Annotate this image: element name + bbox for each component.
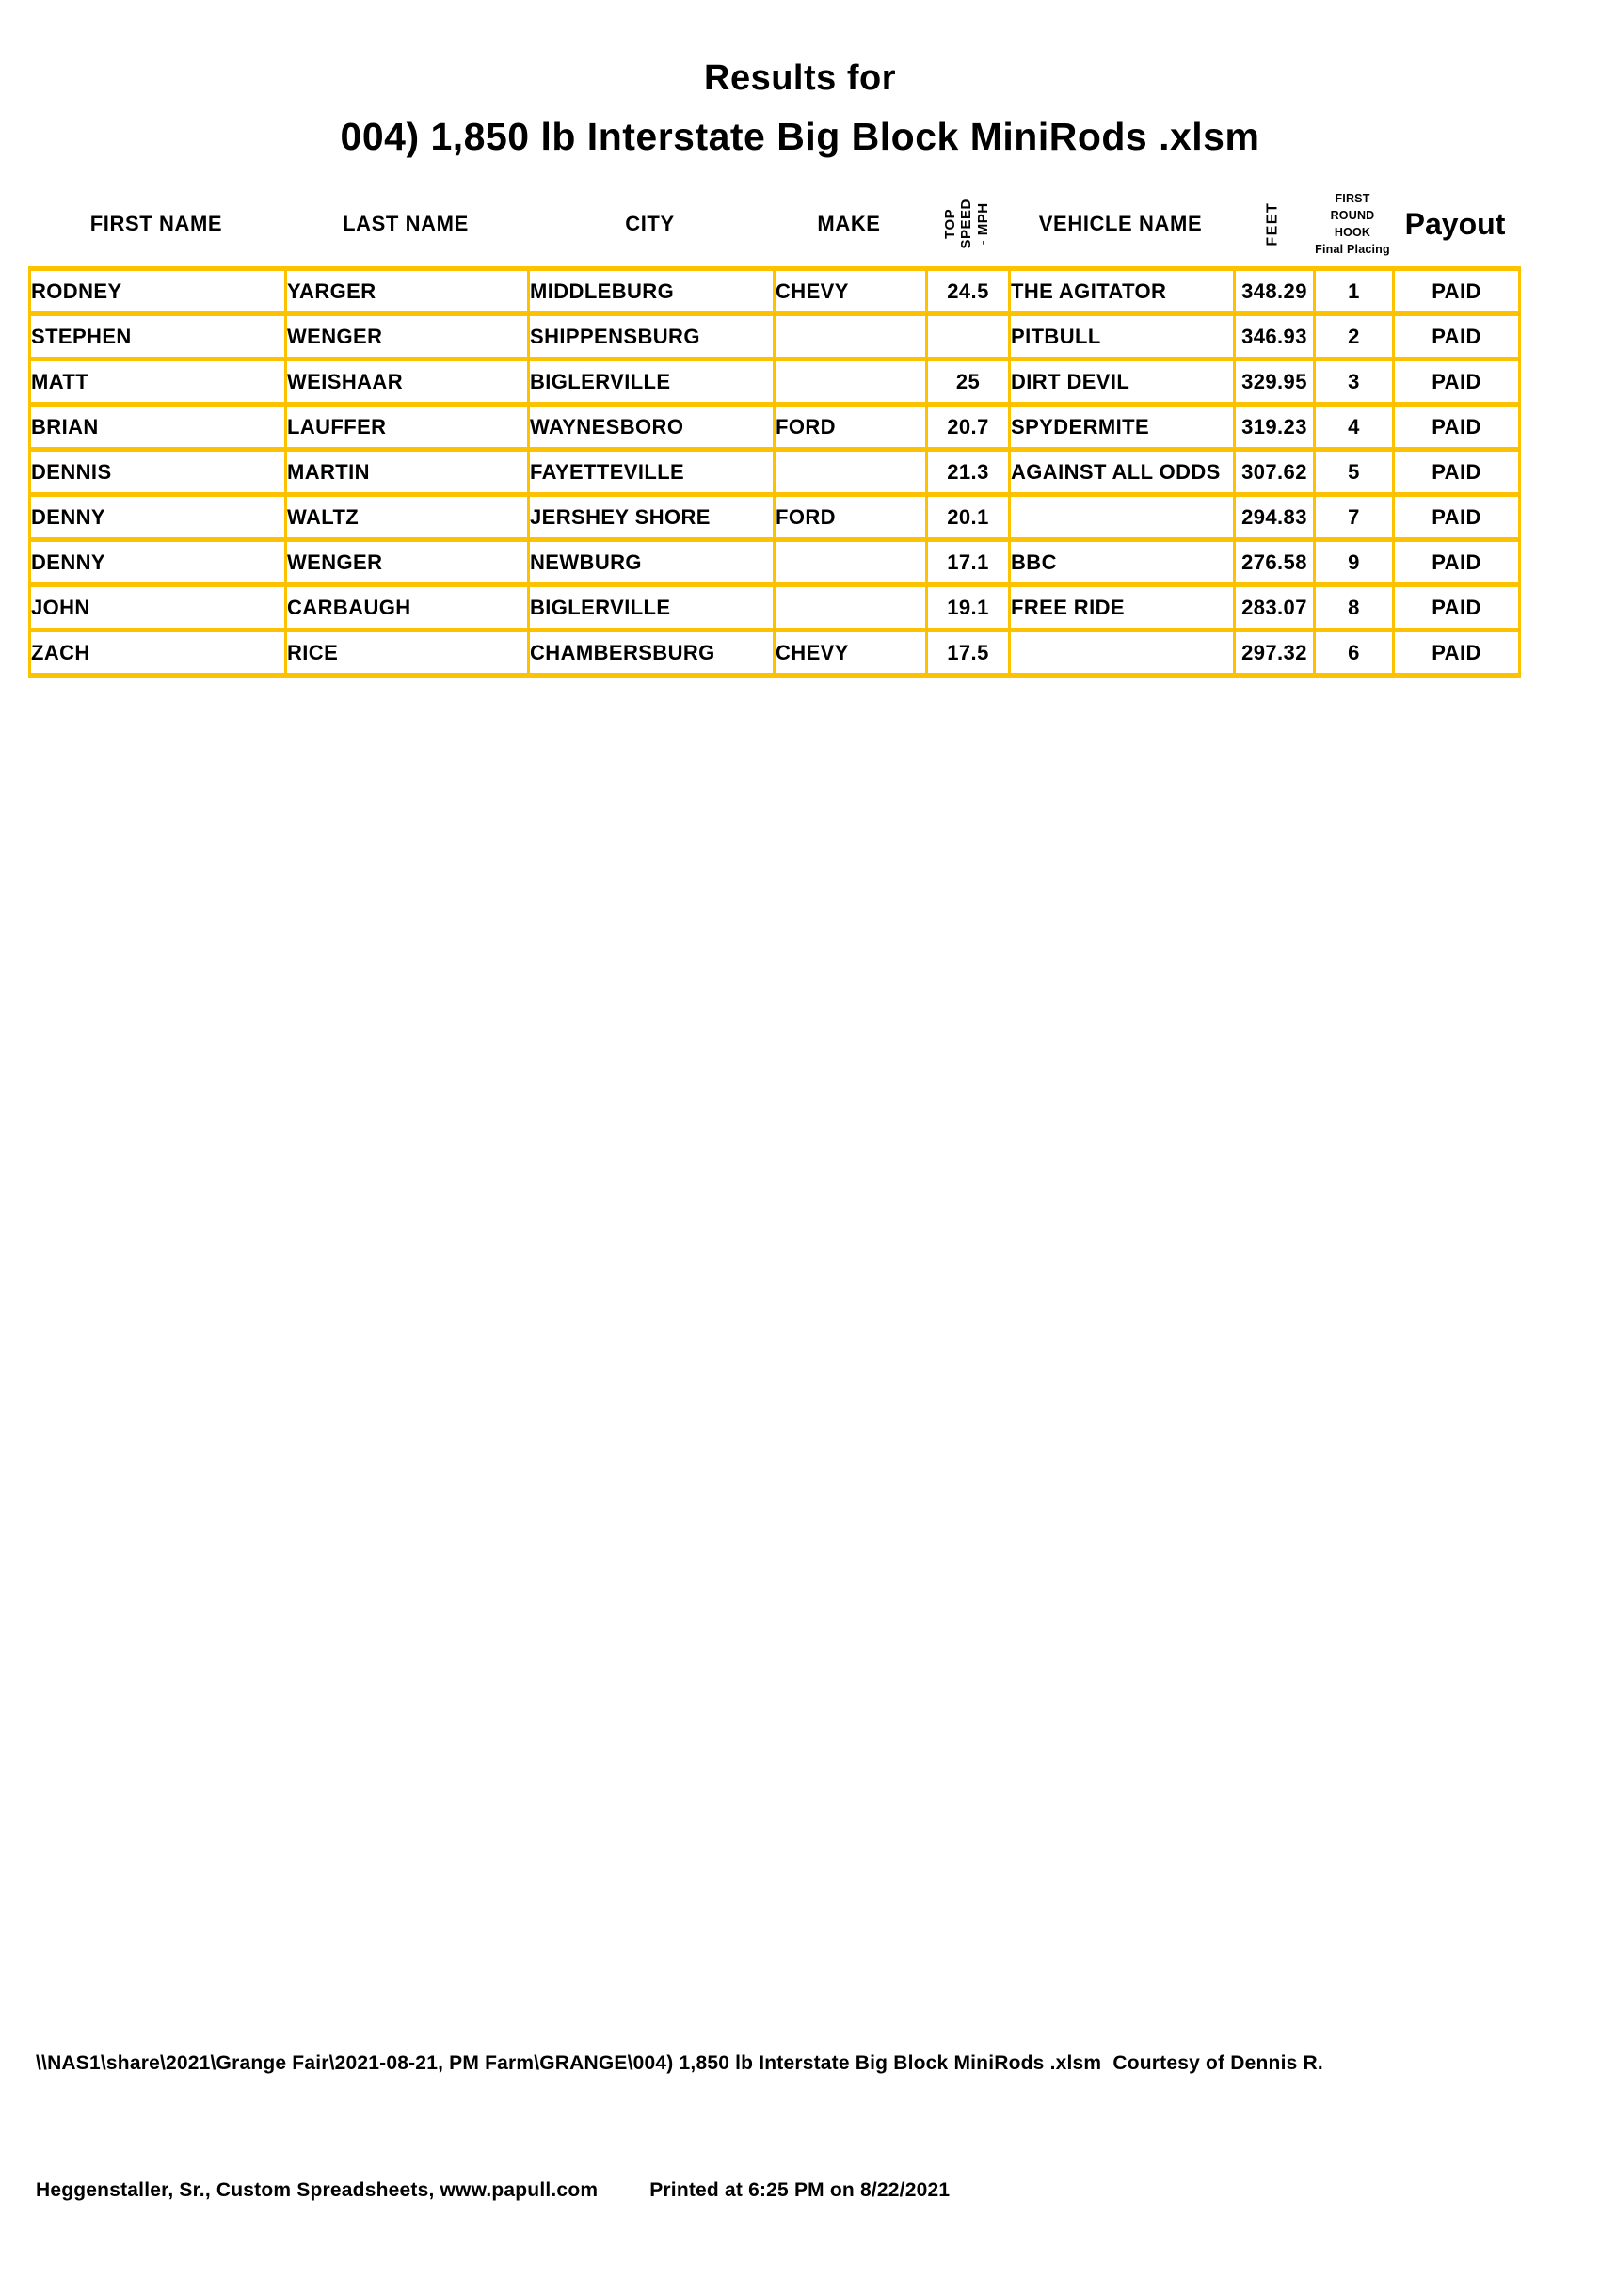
cell-city: BIGLERVILLE bbox=[529, 585, 775, 630]
cell-first-name: RODNEY bbox=[30, 269, 286, 314]
cell-vehicle-name: THE AGITATOR bbox=[1010, 269, 1235, 314]
col-header-city: CITY bbox=[625, 212, 675, 235]
cell-hook-placing: 8 bbox=[1315, 585, 1394, 630]
cell-hook-placing: 4 bbox=[1315, 405, 1394, 450]
cell-last-name: WALTZ bbox=[286, 495, 529, 540]
cell-city: CHAMBERSBURG bbox=[529, 630, 775, 676]
cell-last-name: LAUFFER bbox=[286, 405, 529, 450]
cell-feet: 319.23 bbox=[1235, 405, 1315, 450]
cell-feet: 297.32 bbox=[1235, 630, 1315, 676]
cell-city: BIGLERVILLE bbox=[529, 359, 775, 405]
cell-make: FORD bbox=[775, 495, 927, 540]
cell-city: SHIPPENSBURG bbox=[529, 314, 775, 359]
top-speed-line2: SPEED bbox=[958, 199, 975, 249]
footer bbox=[36, 1957, 1323, 2296]
report-title-line2: 004) 1,850 lb Interstate Big Block MiniRods .xlsm bbox=[340, 115, 1260, 158]
cell-city: JERSHEY SHORE bbox=[529, 495, 775, 540]
cell-make bbox=[775, 314, 927, 359]
cell-city: MIDDLEBURG bbox=[529, 269, 775, 314]
hook-header-line2: HOOK bbox=[1334, 226, 1371, 239]
table-row bbox=[30, 269, 1520, 314]
cell-make bbox=[775, 540, 927, 585]
cell-top-speed: 25 bbox=[927, 359, 1010, 405]
cell-top-speed: 21.3 bbox=[927, 450, 1010, 495]
cell-make: FORD bbox=[775, 405, 927, 450]
table-row bbox=[30, 495, 1520, 540]
cell-feet: 276.58 bbox=[1235, 540, 1315, 585]
cell-vehicle-name: BBC bbox=[1010, 540, 1235, 585]
cell-first-name: DENNIS bbox=[30, 450, 286, 495]
cell-payout: PAID bbox=[1394, 540, 1520, 585]
cell-top-speed bbox=[927, 314, 1010, 359]
cell-last-name: WENGER bbox=[286, 314, 529, 359]
cell-vehicle-name: SPYDERMITE bbox=[1010, 405, 1235, 450]
cell-hook-placing: 6 bbox=[1315, 630, 1394, 676]
cell-payout: PAID bbox=[1394, 405, 1520, 450]
table-row bbox=[30, 630, 1520, 676]
cell-top-speed: 20.1 bbox=[927, 495, 1010, 540]
cell-make bbox=[775, 450, 927, 495]
cell-top-speed: 24.5 bbox=[927, 269, 1010, 314]
table-row bbox=[30, 314, 1520, 359]
cell-make bbox=[775, 359, 927, 405]
hook-header-line3: Final Placing bbox=[1315, 243, 1390, 257]
cell-first-name: DENNY bbox=[30, 495, 286, 540]
cell-first-name: STEPHEN bbox=[30, 314, 286, 359]
cell-first-name: BRIAN bbox=[30, 405, 286, 450]
col-header-first-name: FIRST NAME bbox=[89, 212, 223, 235]
cell-last-name: MARTIN bbox=[286, 450, 529, 495]
cell-top-speed: 17.5 bbox=[927, 630, 1010, 676]
cell-vehicle-name: AGAINST ALL ODDS bbox=[1010, 450, 1235, 495]
table-row bbox=[30, 585, 1520, 630]
cell-hook-placing: 5 bbox=[1315, 450, 1394, 495]
cell-feet: 283.07 bbox=[1235, 585, 1315, 630]
col-header-feet-rotated-text: FEET bbox=[1264, 201, 1281, 247]
col-header-first-round-hook bbox=[1313, 182, 1392, 266]
table-row bbox=[30, 540, 1520, 585]
top-speed-line1: TOP bbox=[942, 208, 959, 240]
col-header-top-speed bbox=[925, 182, 1008, 266]
footer-line2 bbox=[36, 2169, 1323, 2211]
col-header-make: MAKE bbox=[817, 212, 881, 235]
cell-feet: 348.29 bbox=[1235, 269, 1315, 314]
hook-header-line1: FIRST ROUND bbox=[1330, 191, 1375, 222]
cell-vehicle-name: DIRT DEVIL bbox=[1010, 359, 1235, 405]
cell-vehicle-name: PITBULL bbox=[1010, 314, 1235, 359]
table-row bbox=[30, 450, 1520, 495]
cell-first-name: JOHN bbox=[30, 585, 286, 630]
cell-hook-placing: 9 bbox=[1315, 540, 1394, 585]
cell-hook-placing: 3 bbox=[1315, 359, 1394, 405]
cell-last-name: WENGER bbox=[286, 540, 529, 585]
cell-vehicle-name bbox=[1010, 495, 1235, 540]
cell-make bbox=[775, 585, 927, 630]
footer-line2-left: Heggenstaller, Sr., Custom Spreadsheets, www.papull.com bbox=[36, 2179, 599, 2201]
cell-city: FAYETTEVILLE bbox=[529, 450, 775, 495]
table-row bbox=[30, 405, 1520, 450]
cell-top-speed: 19.1 bbox=[927, 585, 1010, 630]
cell-last-name: WEISHAAR bbox=[286, 359, 529, 405]
cell-payout: PAID bbox=[1394, 630, 1520, 676]
cell-last-name: RICE bbox=[286, 630, 529, 676]
cell-city: WAYNESBORO bbox=[529, 405, 775, 450]
cell-feet: 329.95 bbox=[1235, 359, 1315, 405]
col-header-feet bbox=[1233, 182, 1313, 266]
cell-payout: PAID bbox=[1394, 314, 1520, 359]
cell-vehicle-name bbox=[1010, 630, 1235, 676]
cell-vehicle-name: FREE RIDE bbox=[1010, 585, 1235, 630]
cell-make: CHEVY bbox=[775, 269, 927, 314]
cell-payout: PAID bbox=[1394, 359, 1520, 405]
cell-first-name: ZACH bbox=[30, 630, 286, 676]
results-table bbox=[28, 266, 1521, 678]
cell-feet: 307.62 bbox=[1235, 450, 1315, 495]
cell-top-speed: 20.7 bbox=[927, 405, 1010, 450]
cell-hook-placing: 7 bbox=[1315, 495, 1394, 540]
col-header-payout: Payout bbox=[1404, 206, 1506, 241]
cell-first-name: DENNY bbox=[30, 540, 286, 585]
col-header-last-name: LAST NAME bbox=[343, 212, 469, 235]
cell-hook-placing: 1 bbox=[1315, 269, 1394, 314]
cell-feet: 294.83 bbox=[1235, 495, 1315, 540]
report-title-line1: Results for bbox=[704, 58, 896, 98]
cell-feet: 346.93 bbox=[1235, 314, 1315, 359]
cell-last-name: YARGER bbox=[286, 269, 529, 314]
top-speed-line3: - MPH bbox=[974, 202, 991, 246]
footer-printed-at: Printed at 6:25 PM on 8/22/2021 bbox=[649, 2179, 951, 2201]
footer-line1: \\NAS1\share\2021\Grange Fair\2021-08-21, PM Farm\GRANGE\004) 1,850 lb Interstate Big Block MiniRods .xlsm Courtesy of Dennis R. bbox=[36, 2052, 1323, 2074]
table-header-row bbox=[28, 182, 1518, 266]
table-row bbox=[30, 359, 1520, 405]
cell-first-name: MATT bbox=[30, 359, 286, 405]
cell-make: CHEVY bbox=[775, 630, 927, 676]
cell-last-name: CARBAUGH bbox=[286, 585, 529, 630]
cell-payout: PAID bbox=[1394, 450, 1520, 495]
cell-hook-placing: 2 bbox=[1315, 314, 1394, 359]
cell-city: NEWBURG bbox=[529, 540, 775, 585]
cell-payout: PAID bbox=[1394, 495, 1520, 540]
col-header-top-speed-rotated-text bbox=[942, 199, 991, 248]
cell-top-speed: 17.1 bbox=[927, 540, 1010, 585]
cell-payout: PAID bbox=[1394, 585, 1520, 630]
cell-payout: PAID bbox=[1394, 269, 1520, 314]
col-header-vehicle-name: VEHICLE NAME bbox=[1038, 212, 1203, 235]
